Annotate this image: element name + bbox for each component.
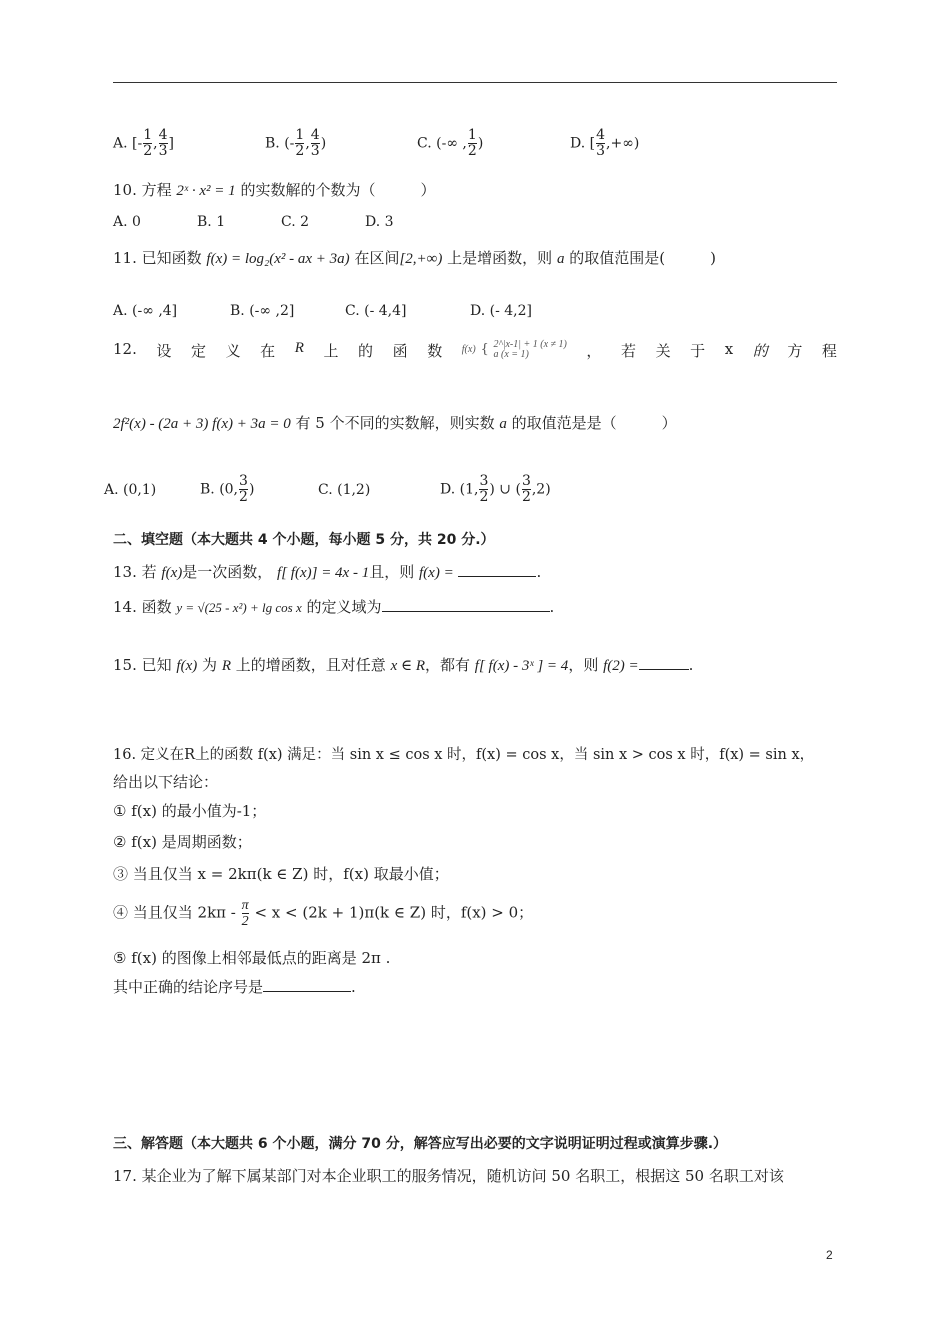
q9-option-c: C. (-∞ , $\frac{1}{2}$ ) <box>417 127 484 159</box>
section-3-title: 三、解答题（本大题共 6 个小题，满分 70 分，解答应写出必要的文字说明证明过程或演算步骤.） <box>113 1136 728 1152</box>
question-16-line2: 给出以下结论： <box>113 773 219 791</box>
q11-option-a: A. (-∞ ,4] <box>113 303 178 319</box>
q9-option-a: A. [- $\frac{1}{2}$ , $\frac{4}{3}$ ] <box>113 127 174 159</box>
q12-option-a: A. (0,1) <box>104 482 157 498</box>
q10-option-c: C. 2 <box>281 214 310 230</box>
question-17: 17. 某企业为了解下属某部门对本企业职工的服务情况，随机访问 50 名职工，根据这 50 名职工对该 <box>113 1167 784 1185</box>
q12-option-b: B. (0, $\frac{3}{2}$ ) <box>200 473 255 505</box>
question-13: 13. 若 f(x)是一次函数， f[ f(x)] = 4x - 1且，则 f(x) = . <box>113 563 542 581</box>
q11-option-d: D. (- 4,2] <box>470 303 532 319</box>
q10-option-d: D. 3 <box>365 214 394 230</box>
q9-option-b: B. (- $\frac{1}{2}$ , $\frac{4}{3}$ ) <box>265 127 327 159</box>
q16-conclusion-3: ③ 当且仅当 x = 2kπ(k ∈ Z) 时，f(x) 取最小值； <box>113 865 449 883</box>
question-12-line1: 12. 设 定 义 在 R 上 的 函 数 f(x) { 2^|x-1| + 1 (x ≠ 1) a (x = 1) ， 若 关 于 x 的 方 程 <box>113 339 837 360</box>
q15-answer-blank[interactable] <box>639 655 689 670</box>
q14-answer-blank[interactable] <box>382 597 550 612</box>
question-14: 14. 函数 y = √(25 - x²) + lg cos x 的定义域为 . <box>113 598 555 616</box>
q16-ask: 其中正确的结论序号是 . <box>113 978 356 996</box>
question-12-line2: 2f²(x) - (2a + 3) f(x) + 3a = 0 有 5 个不同的实数解，则实数 a 的取值范是是（ ） <box>113 414 677 432</box>
header-rule <box>113 82 837 83</box>
question-11: 11. 已知函数 f(x) = log₂(x² - ax + 3a) 在区间[2,+∞) 上是增函数，则 a 的取值范围是( ) <box>113 249 716 267</box>
q12-option-d: D. (1, $\frac{3}{2}$ ) ∪ ( $\frac{3}{2}$ ,2) <box>440 473 551 505</box>
question-16-line1: 16. 定义在R上的函数 f(x) 满足：当 sin x ≤ cos x 时，f(x) = cos x，当 sin x > cos x 时，f(x) = sin x， <box>113 747 815 763</box>
q13-answer-blank[interactable] <box>458 562 536 577</box>
q16-answer-blank[interactable] <box>263 977 351 992</box>
q12-option-c: C. (1,2) <box>318 482 371 498</box>
q16-conclusion-1: ① f(x) 的最小值为-1； <box>113 802 267 820</box>
page-number: 2 <box>826 1248 833 1262</box>
q10-option-a: A. 0 <box>113 214 141 230</box>
q9-option-d: D. [ $\frac{4}{3}$ ,+∞) <box>570 127 640 159</box>
q16-conclusion-4: ④ 当且仅当 2kπ - $\frac{\pi}{2}$ < x < (2k + 1)π(k ∈ Z) 时，f(x) > 0； <box>113 898 534 929</box>
q12-piecewise: f(x) { 2^|x-1| + 1 (x ≠ 1) a (x = 1) <box>461 339 567 360</box>
question-10: 10. 方程 2ˣ · x² = 1 的实数解的个数为（ ） <box>113 181 436 199</box>
q11-option-b: B. (-∞ ,2] <box>230 303 295 319</box>
q16-conclusion-5: ⑤ f(x) 的图像上相邻最低点的距离是 2π . <box>113 949 391 967</box>
q11-option-c: C. (- 4,4] <box>345 303 407 319</box>
section-2-title: 二、填空题（本大题共 4 个小题，每小题 5 分，共 20 分.） <box>113 532 495 548</box>
question-15: 15. 已知 f(x) 为 R 上的增函数，且对任意 x ∈ R，都有 f[ f(x) - 3ˣ ] = 4，则 f(2) = . <box>113 656 694 674</box>
q16-conclusion-2: ② f(x) 是周期函数； <box>113 833 252 851</box>
q10-option-b: B. 1 <box>197 214 226 230</box>
